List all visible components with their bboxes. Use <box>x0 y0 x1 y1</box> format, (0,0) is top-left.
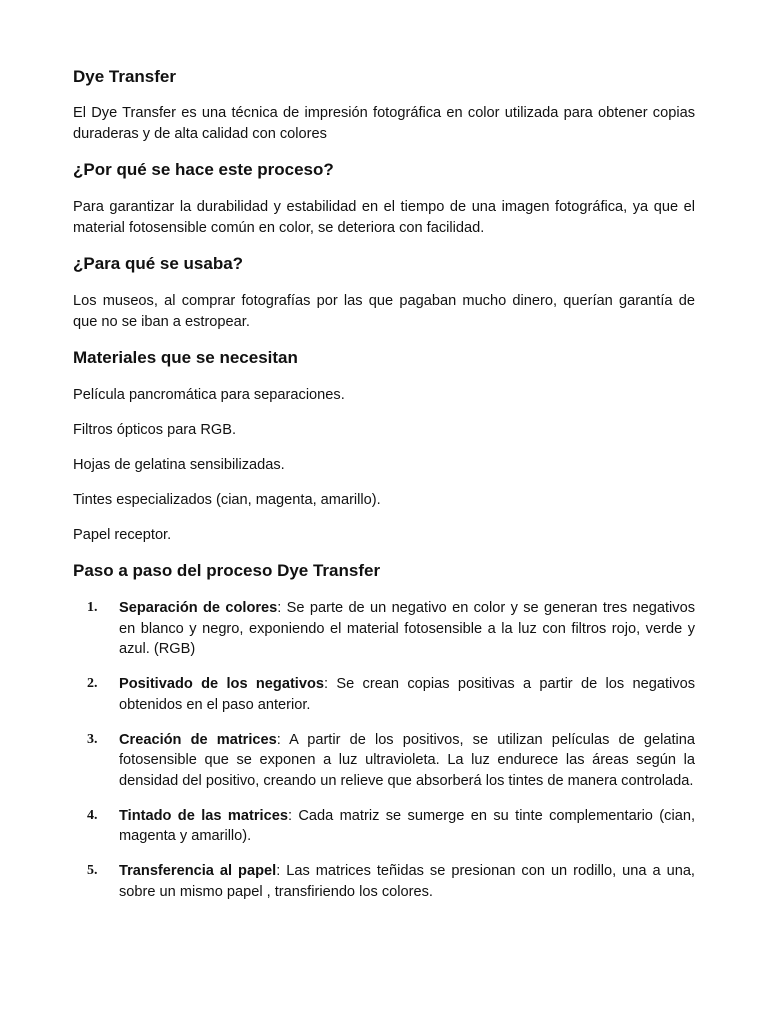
step-item <box>73 861 695 902</box>
step-number: 2. <box>87 676 98 691</box>
material-item: Película pancromática para separaciones. <box>73 387 345 403</box>
intro-paragraph: El Dye Transfer es una técnica de impresión fotográfica en color utilizada para obtener copias duraderas y de alta calidad con colores <box>73 105 695 142</box>
use-heading: ¿Para qué se usaba? <box>73 254 244 273</box>
step-item <box>73 806 695 847</box>
why-heading: ¿Por qué se hace este proceso? <box>73 160 334 179</box>
step-description: : Cada matriz se sumerge en su tinte complementario (cian, magenta y amarillo). <box>119 807 695 844</box>
step-item <box>73 598 695 660</box>
document-body <box>73 66 695 902</box>
step-description: : Las matrices teñidas se presionan con un rodillo, una a una, sobre un mismo papel , transfiriendo los colores. <box>119 863 695 900</box>
step-title: Positivado de los negativos <box>119 676 324 692</box>
step-text <box>119 598 695 660</box>
step-description: : Se parte de un negativo en color y se generan tres negativos en blanco y negro, exponiendo el material fotosensible a la luz con filtros rojo, verde y azul. (RGB) <box>119 600 695 657</box>
step-number: 5. <box>87 863 98 878</box>
material-item: Hojas de gelatina sensibilizadas. <box>73 457 285 473</box>
material-item: Papel receptor. <box>73 527 172 543</box>
step-description: : A partir de los positivos, se utilizan películas de gelatina fotosensible que se exponen a luz ultravioleta. La luz endurece las áreas según la densidad del positivo, creando un relieve que absorberá los tintes de manera controlada. <box>119 731 695 789</box>
material-item: Filtros ópticos para RGB. <box>73 422 237 438</box>
step-title: Separación de colores <box>119 600 278 616</box>
steps-list <box>73 598 695 902</box>
why-paragraph: Para garantizar la durabilidad y estabilidad en el tiempo de una imagen fotográfica, ya que el material fotosensible común en color, se deteriora con facilidad. <box>73 199 695 236</box>
step-text <box>119 806 695 847</box>
step-number: 1. <box>87 600 98 615</box>
step-description: : Se crean copias positivas a partir de los negativos obtenidos en el paso anterior. <box>119 676 695 713</box>
steps-heading: Paso a paso del proceso Dye Transfer <box>73 561 381 580</box>
materials-heading: Materiales que se necesitan <box>73 348 298 367</box>
step-text <box>119 861 695 902</box>
step-title: Tintado de las matrices <box>119 807 288 824</box>
document-title: Dye Transfer <box>73 67 176 86</box>
step-number: 3. <box>87 731 98 747</box>
step-title: Creación de matrices <box>119 731 277 748</box>
step-item <box>73 674 695 715</box>
step-item <box>73 730 695 792</box>
use-paragraph: Los museos, al comprar fotografías por las que pagaban mucho dinero, querían garantía de que no se iban a estropear. <box>73 293 695 330</box>
step-title: Transferencia al papel <box>119 863 277 879</box>
step-text <box>119 674 695 715</box>
step-number: 4. <box>87 807 98 823</box>
step-text <box>119 730 695 792</box>
material-item: Tintes especializados (cian, magenta, amarillo). <box>73 492 381 508</box>
